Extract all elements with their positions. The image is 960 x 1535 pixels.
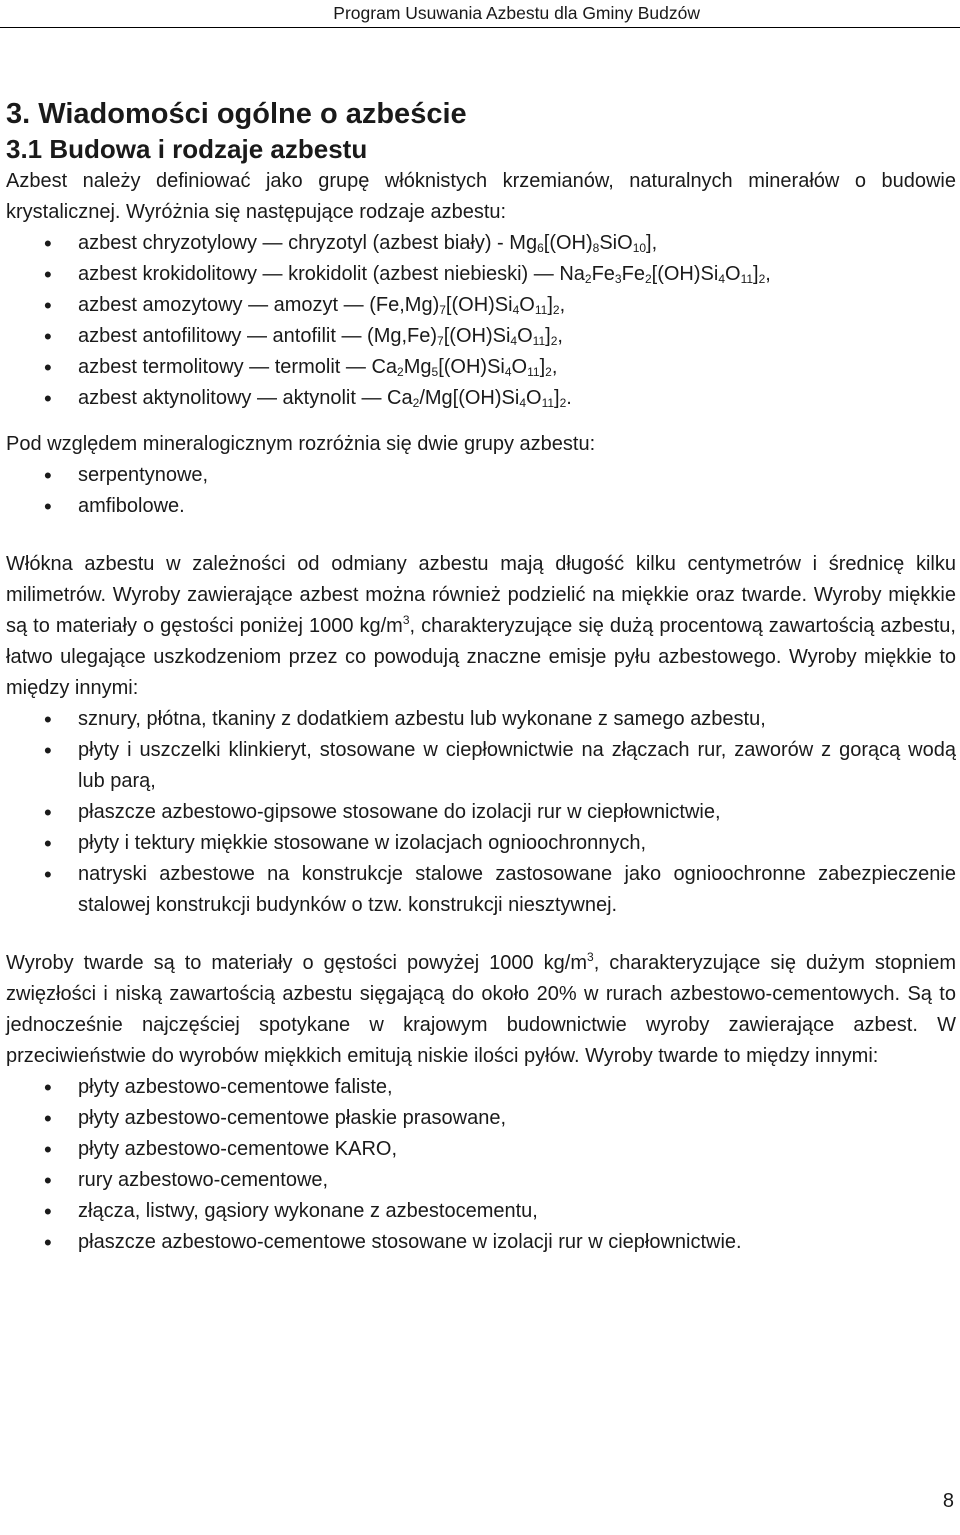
soft-product-item: • płaszcze azbestowo-gipsowe stosowane do izolacji rur w ciepłownictwie, (6, 797, 956, 828)
type-formula: $(Fe,Mg)_7[(OH)Si_4O_{11}]_2$, (369, 294, 566, 317)
type-name: azbest chryzotylowy (78, 232, 257, 254)
type-mineral: chryzotyl (azbest biały) - (288, 232, 504, 254)
hard-product-item: • płyty azbestowo-cementowe KARO, (6, 1134, 956, 1165)
type-mineral: aktynolit — (282, 387, 382, 409)
section-title: 3. Wiadomości ogólne o azbeście (6, 98, 467, 130)
type-name: azbest antofilitowy (78, 325, 242, 347)
soft-product-item: • sznury, płótna, tkaniny z dodatkiem azbestu lub wykonane z samego azbestu, (6, 704, 956, 735)
group-item: • serpentynowe, (6, 460, 956, 491)
hard-product-item: • płyty azbestowo-cementowe faliste, (6, 1072, 956, 1103)
type-formula: $(Mg,Fe)_7[(OH)Si_4O_{11}]_2$, (367, 325, 563, 348)
soft-products-list (6, 704, 956, 921)
hard-product-item: • płaszcze azbestowo-cementowe stosowane w izolacji rur w ciepłownictwie. (6, 1227, 956, 1258)
type-formula: $Na_2Fe_3Fe_2[(OH)Si_4O_{11}]_2$, (559, 263, 771, 286)
type-name: azbest amozytowy (78, 294, 243, 316)
subsection-title: 3.1 Budowa i rodzaje azbestu (6, 134, 368, 164)
type-mineral: antofilit — (272, 325, 362, 347)
header-divider (0, 27, 960, 28)
asbestos-types-list (6, 228, 956, 414)
asbestos-type-item: • azbest amozytowy — amozyt — $(Fe,Mg)_7[(OH)Si_4O_{11}]_2$, (6, 290, 956, 321)
type-formula: $Ca_2Mg_5[(OH)Si_4O_{11}]_2$, (371, 356, 558, 379)
asbestos-type-item: • azbest aktynolitowy — aktynolit — $Ca_2/Mg[(OH)Si_4O_{11}]_2$. (6, 383, 956, 414)
soft-products-paragraph: Włókna azbestu w zależności od odmiany azbestu mają długość kilku centymetrów i średnicę kilku milimetrów. Wyroby zawierające azbest można również podzielić na miękkie oraz twarde. Wyroby miękkie są to materiały o gęstości poniżej 1000 $kg/m^3$, charakteryzujące się dużą procentową zawartością azbestu, łatwo ulegające uszkodzeniom przez co powodują znaczne emisje pyłu azbestowego. Wyroby miękkie to między innymi: (6, 553, 956, 699)
asbestos-type-item: • azbest chryzotylowy — chryzotyl (azbest biały) - $Mg_6[(OH)_8SiO_{10}]$, (6, 228, 956, 259)
hard-product-item: • płyty azbestowo-cementowe płaskie prasowane, (6, 1103, 956, 1134)
type-name: azbest aktynolitowy (78, 387, 252, 409)
soft-product-item: • płyty i uszczelki klinkieryt, stosowane w ciepłownictwie na złączach rur, zaworów z gorącą wodą lub parą, (6, 735, 956, 797)
intro-paragraph: Azbest należy definiować jako grupę włóknistych krzemianów, naturalnych minerałów o budowie krystalicznej. Wyróżnia się następujące rodzaje azbestu: (6, 170, 956, 223)
groups-intro: Pod względem mineralogicznym rozróżnia się dwie grupy azbestu: (6, 433, 596, 455)
hard-product-item: • rury azbestowo-cementowe, (6, 1165, 956, 1196)
hard-product-item: • złącza, listwy, gąsiory wykonane z azbestocementu, (6, 1196, 956, 1227)
document-body (6, 96, 956, 1258)
asbestos-type-item: • azbest krokidolitowy — krokidolit (azbest niebieski) — $Na_2Fe_3Fe_2[(OH)Si_4O_{11}]_2$, (6, 259, 956, 290)
asbestos-type-item: • azbest antofilitowy — antofilit — $(Mg,Fe)_7[(OH)Si_4O_{11}]_2$, (6, 321, 956, 352)
hard-products-paragraph: Wyroby twarde są to materiały o gęstości powyżej 1000 $kg/m^3$, charakteryzujące się dużym stopniem zwięzłości i niską zawartością azbestu sięgającą do około 20% w rurach azbestowo-cementowych. Są to jednocześnie najczęściej spotykane w krajowym budownictwie wyroby zawierające azbest. W przeciwieństwie do wyrobów miękkich emitują niskie ilości pyłów. Wyroby twarde to między innymi: (6, 950, 956, 1067)
asbestos-type-item: • azbest termolitowy — termolit — $Ca_2Mg_5[(OH)Si_4O_{11}]_2$, (6, 352, 956, 383)
group-item: • amfibolowe. (6, 491, 956, 522)
type-mineral: krokidolit (azbest niebieski) — (288, 263, 554, 285)
soft-product-item: • natryski azbestowe na konstrukcje stalowe zastosowane jako ognioochronne zabezpieczenie stalowej konstrukcji budynków o tzw. konstrukcji niesztywnej. (6, 859, 956, 921)
groups-list (6, 460, 956, 522)
type-formula: $Mg_6[(OH)_8SiO_{10}]$, (509, 232, 658, 255)
type-mineral: termolit — (274, 356, 366, 378)
hard-products-list (6, 1072, 956, 1258)
type-formula: $Ca_2/Mg[(OH)Si_4O_{11}]_2$. (387, 387, 572, 410)
page-number: 8 (942, 1490, 954, 1512)
type-mineral: amozyt — (273, 294, 364, 316)
page-header (0, 0, 960, 26)
type-name: azbest termolitowy (78, 356, 244, 378)
header-title: Program Usuwania Azbestu dla Gminy Budzów (333, 3, 700, 23)
type-name: azbest krokidolitowy (78, 263, 257, 285)
soft-product-item: • płyty i tektury miękkie stosowane w izolacjach ognioochronnych, (6, 828, 956, 859)
